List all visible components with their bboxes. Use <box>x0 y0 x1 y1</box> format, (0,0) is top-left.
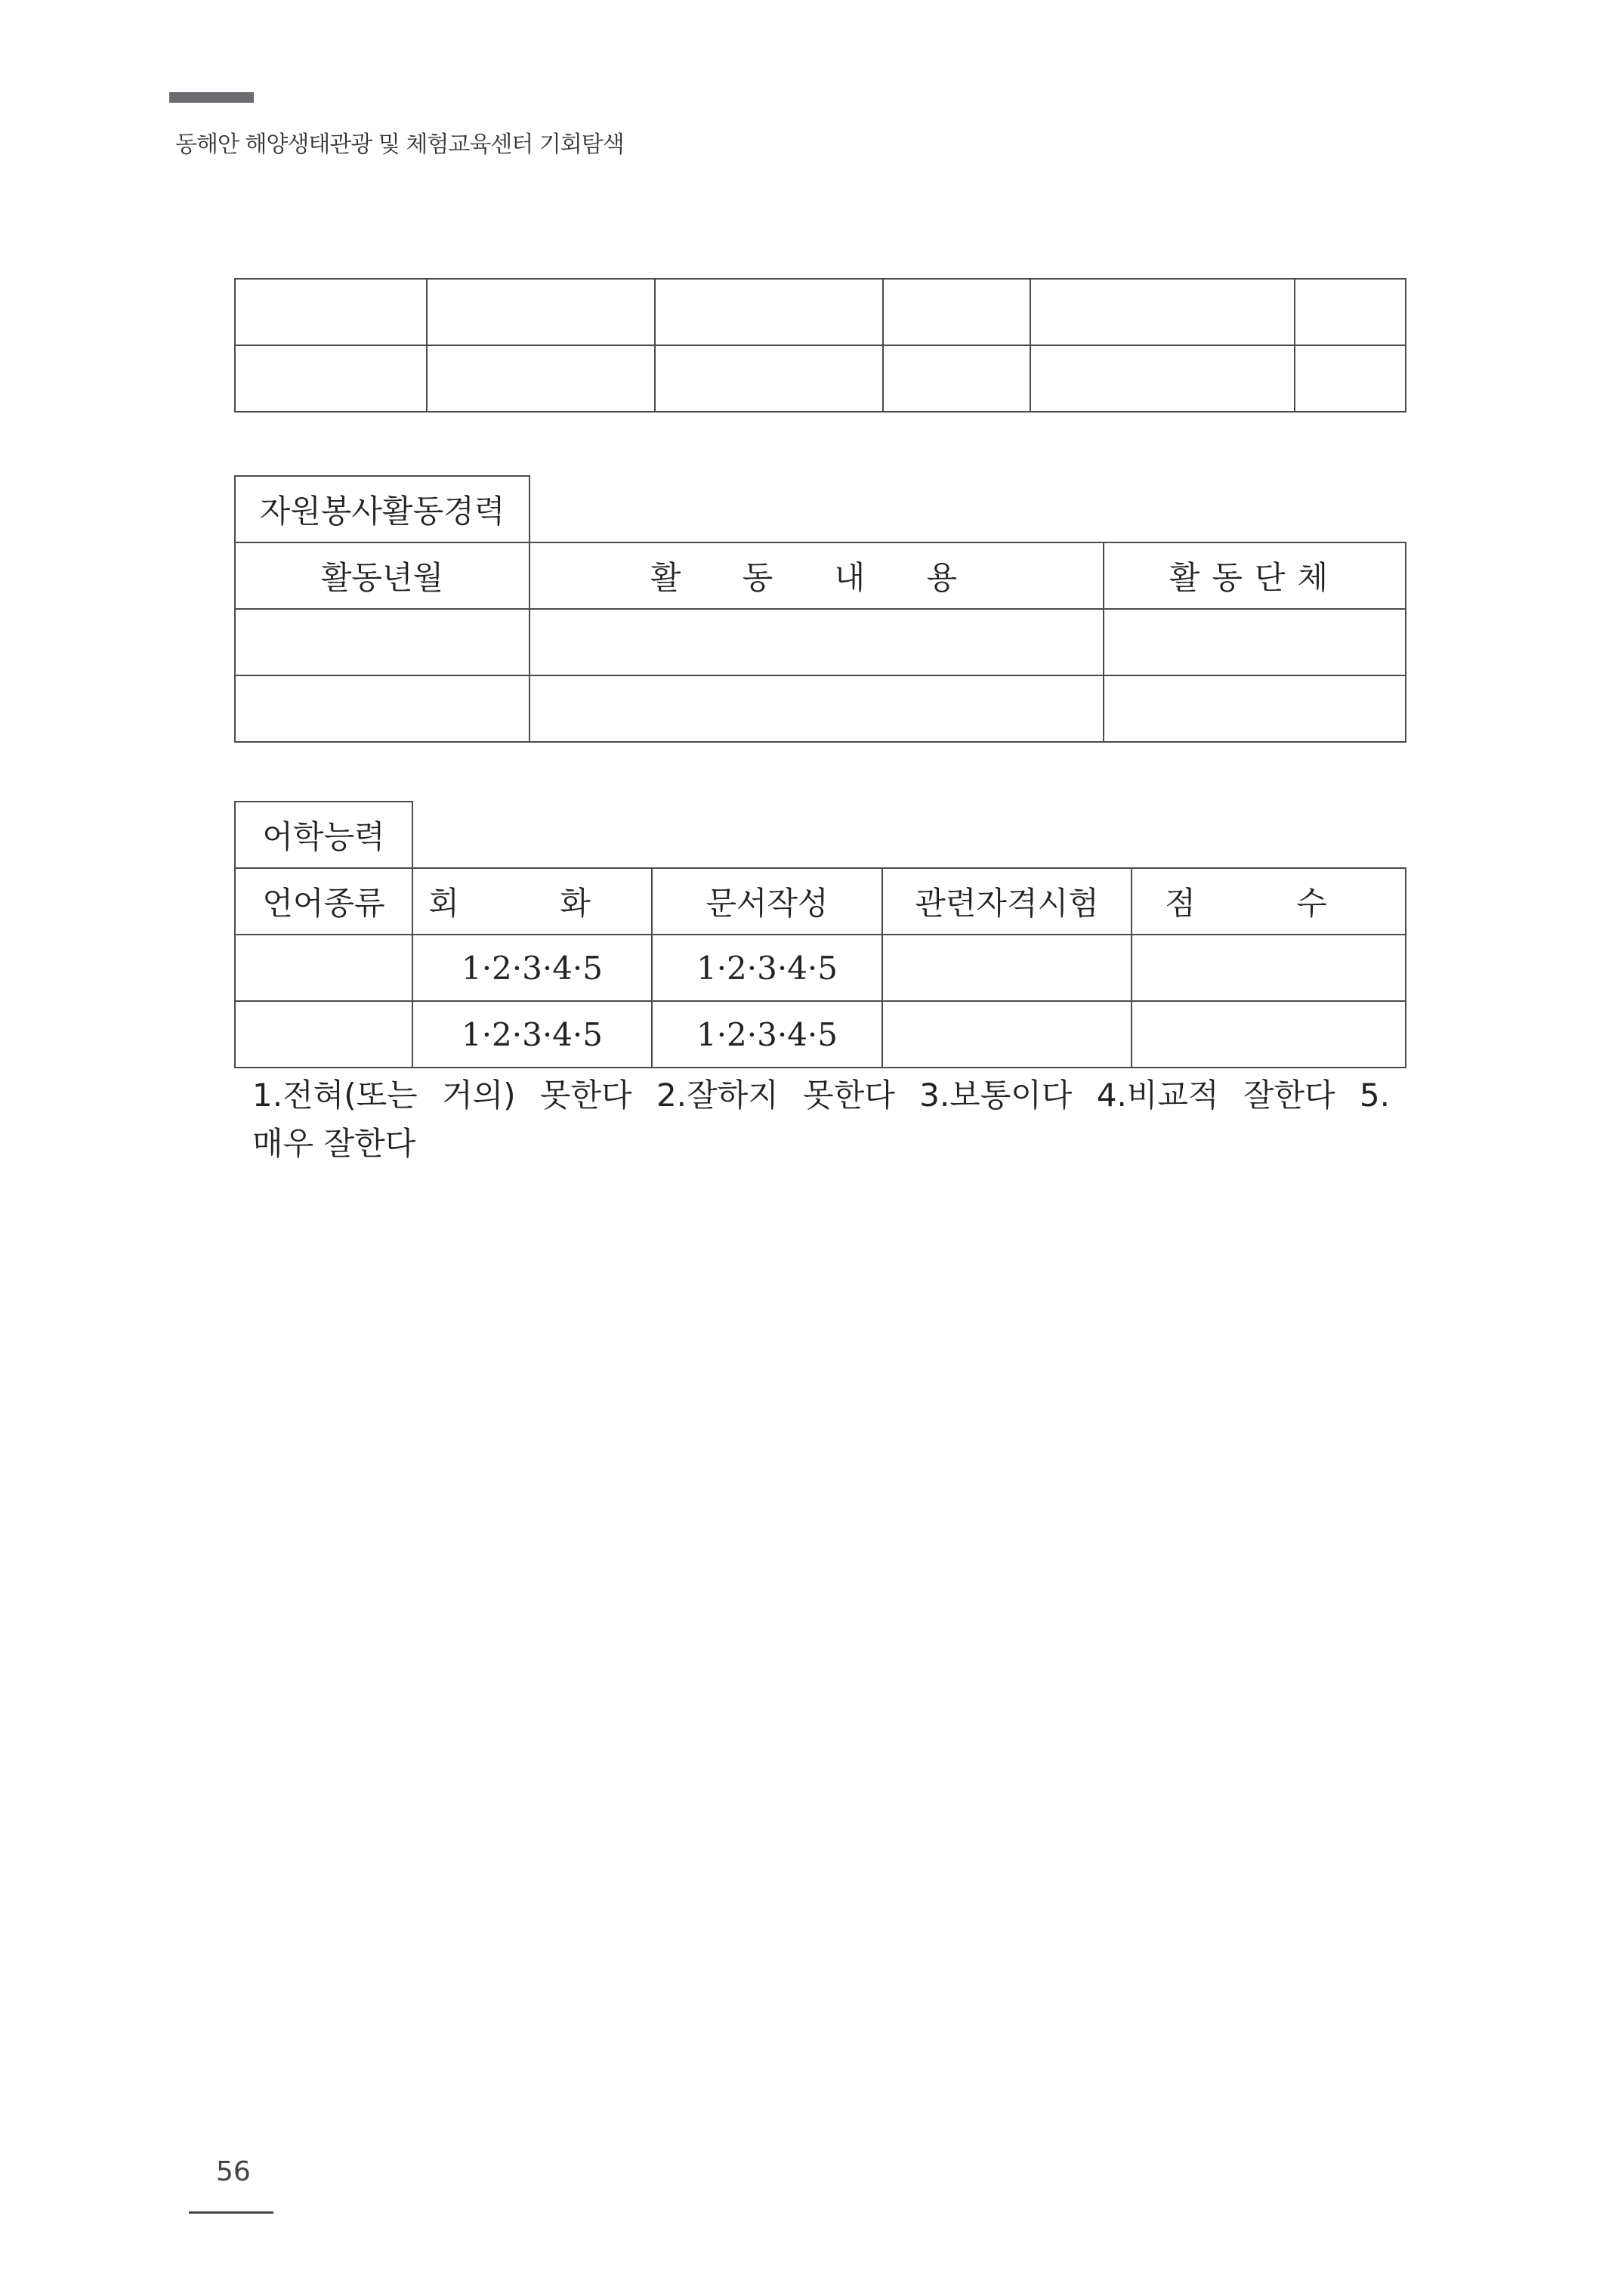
blank-cell[interactable] <box>1104 675 1406 742</box>
blank-cell[interactable] <box>235 345 427 412</box>
table-row <box>235 279 1406 345</box>
col-activity-org: 활동단체 <box>1104 542 1406 609</box>
blank-cell[interactable] <box>235 279 427 345</box>
blank-cell[interactable] <box>882 935 1132 1001</box>
blank-area <box>412 802 1406 868</box>
blank-cell[interactable] <box>529 675 1104 742</box>
table-row <box>235 609 1406 675</box>
table-row <box>235 802 1406 868</box>
blank-cell[interactable] <box>235 935 412 1001</box>
col-activity-date: 활동년월 <box>235 542 529 609</box>
running-header: 동해안 해양생태관광 및 체험교육센터 기회탐색 <box>175 131 624 158</box>
blank-cell[interactable] <box>1030 279 1295 345</box>
col-activity-content: 활 동 내 용 <box>529 542 1104 609</box>
conversation-scale[interactable]: 1·2·3·4·5 <box>412 1001 652 1068</box>
language-section-title: 어학능력 <box>235 802 412 868</box>
blank-cell[interactable] <box>882 1001 1132 1068</box>
table-header-row <box>235 868 1406 935</box>
language-table <box>234 801 1406 1068</box>
blank-cell[interactable] <box>427 345 655 412</box>
table-row <box>235 675 1406 742</box>
blank-area <box>529 476 1406 542</box>
col-score: 점 수 <box>1132 868 1406 935</box>
blank-cell[interactable] <box>235 675 529 742</box>
col-language-type: 언어종류 <box>235 868 412 935</box>
blank-cell[interactable] <box>1295 279 1406 345</box>
blank-grid-table <box>234 278 1406 413</box>
volunteer-table <box>234 475 1406 743</box>
table-row <box>235 345 1406 412</box>
blank-cell[interactable] <box>883 345 1030 412</box>
page-number: 56 <box>216 2156 251 2187</box>
blank-cell[interactable] <box>427 279 655 345</box>
table-row <box>235 1001 1406 1068</box>
blank-cell[interactable] <box>655 279 883 345</box>
col-certification: 관련자격시험 <box>882 868 1132 935</box>
rating-legend-line2: 매우 잘한다 <box>252 1125 416 1162</box>
col-document-writing: 문서작성 <box>652 868 882 935</box>
blank-cell[interactable] <box>235 1001 412 1068</box>
table-row <box>235 476 1406 542</box>
volunteer-section-title: 자원봉사활동경력 <box>235 476 529 542</box>
col-conversation: 회 화 <box>412 868 652 935</box>
document-scale[interactable]: 1·2·3·4·5 <box>652 935 882 1001</box>
blank-cell[interactable] <box>235 609 529 675</box>
blank-cell[interactable] <box>1030 345 1295 412</box>
footer-rule <box>189 2211 273 2214</box>
header-accent-bar <box>169 92 254 103</box>
conversation-scale[interactable]: 1·2·3·4·5 <box>412 935 652 1001</box>
blank-cell[interactable] <box>883 279 1030 345</box>
rating-legend-line1: 1.전혀(또는 거의) 못한다 2.잘하지 못한다 3.보통이다 4.비교적 잘한다 5. <box>252 1077 1390 1114</box>
blank-cell[interactable] <box>1295 345 1406 412</box>
table-header-row <box>235 542 1406 609</box>
blank-cell[interactable] <box>529 609 1104 675</box>
table-row <box>235 935 1406 1001</box>
blank-cell[interactable] <box>1104 609 1406 675</box>
blank-cell[interactable] <box>655 345 883 412</box>
document-scale[interactable]: 1·2·3·4·5 <box>652 1001 882 1068</box>
blank-cell[interactable] <box>1132 1001 1406 1068</box>
blank-cell[interactable] <box>1132 935 1406 1001</box>
